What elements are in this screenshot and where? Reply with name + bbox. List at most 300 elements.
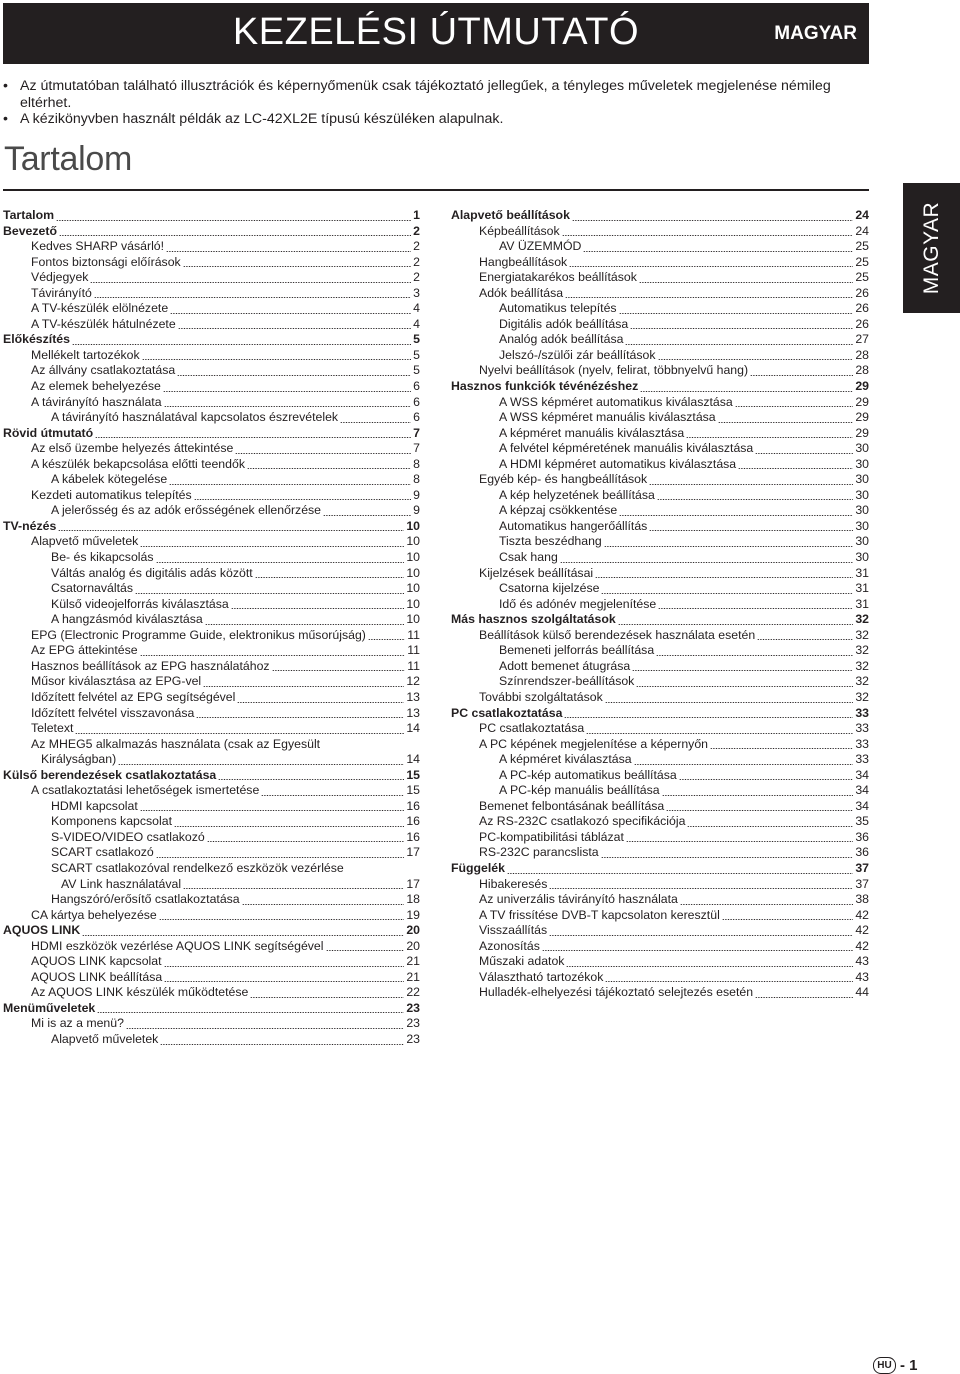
toc-dot-leader xyxy=(618,624,853,625)
toc-dot-leader xyxy=(649,484,853,485)
toc-entry xyxy=(451,488,869,504)
toc-page-number: 2 xyxy=(413,239,420,254)
toc-entry xyxy=(3,799,420,815)
toc-dot-leader xyxy=(569,266,853,267)
toc-entry xyxy=(3,845,420,861)
toc-page-number: 11 xyxy=(407,658,420,673)
toc-entry-title: Rövid útmutató xyxy=(3,425,94,440)
toc-entry-title: Beállítások külső berendezések használata esetén xyxy=(479,627,756,642)
toc-dot-leader xyxy=(194,499,411,500)
toc-dot-leader xyxy=(656,655,853,656)
toc-entry-title: Komponens kapcsolat xyxy=(51,814,172,829)
toc-entry-title: A jelerősség és az adók erősségének ellenőrzése xyxy=(51,503,322,518)
toc-entry xyxy=(451,923,869,939)
toc-entry xyxy=(451,503,869,519)
toc-dot-leader xyxy=(95,437,411,438)
toc-page-number: 14 xyxy=(406,752,420,767)
toc-entry-title: Fontos biztonsági előírások xyxy=(31,254,181,269)
toc-page-number: 3 xyxy=(413,285,420,300)
toc-page-number: 30 xyxy=(855,441,869,456)
toc-entry-title: Képbeállítások xyxy=(479,223,560,238)
toc-dot-leader xyxy=(170,313,411,314)
toc-page-number: 38 xyxy=(855,892,869,907)
toc-entry-title: A készülék bekapcsolása előtti teendők xyxy=(31,456,245,471)
toc-entry xyxy=(3,939,420,955)
toc-page-number: 25 xyxy=(855,239,869,254)
toc-dot-leader xyxy=(218,779,404,780)
toc-entry-title: Az EPG áttekintése xyxy=(31,643,138,658)
toc-dot-leader xyxy=(718,422,853,423)
toc-dot-leader xyxy=(738,468,853,469)
bullet-icon: • xyxy=(3,78,8,94)
toc-dot-leader xyxy=(261,795,404,796)
toc-page-number: 14 xyxy=(406,721,420,736)
toc-page-number: 8 xyxy=(413,472,420,487)
toc-entry-title: Függelék xyxy=(451,860,505,875)
toc-dot-leader xyxy=(163,391,411,392)
toc-entry-title: Teletext xyxy=(31,721,74,736)
toc-entry xyxy=(451,783,869,799)
toc-entry-title: EPG (Electronic Programme Guide, elektronikus műsorújság) xyxy=(31,627,366,642)
toc-dot-leader xyxy=(164,966,404,967)
toc-entry-title: Adók beállítása xyxy=(479,285,564,300)
toc-entry xyxy=(3,379,420,395)
toc-page-number: 7 xyxy=(413,425,420,440)
toc-dot-leader xyxy=(549,935,853,936)
toc-page-number: 26 xyxy=(855,301,869,316)
toc-entry-title: A távirányító használata xyxy=(31,394,162,409)
toc-page-number: 21 xyxy=(406,969,420,984)
toc-dot-leader xyxy=(94,297,411,298)
toc-entry xyxy=(3,581,420,597)
toc-dot-leader xyxy=(632,670,853,671)
toc-entry-title: SCART csatlakozó xyxy=(51,845,154,860)
toc-dot-leader xyxy=(572,220,853,221)
toc-page-number: 32 xyxy=(855,627,869,642)
toc-entry-title: A TV-készülék hátulnézete xyxy=(31,316,176,331)
toc-page-number: 30 xyxy=(855,503,869,518)
toc-entry-title: Azonosítás xyxy=(479,938,540,953)
toc-entry xyxy=(3,317,420,333)
toc-entry-title: Visszaállítás xyxy=(479,923,548,938)
toc-entry xyxy=(3,985,420,1001)
toc-entry-title: A kábelek kötegelése xyxy=(51,472,168,487)
toc-dot-leader xyxy=(237,702,404,703)
toc-dot-leader xyxy=(250,997,404,998)
toc-entry-title: Kezdeti automatikus telepítés xyxy=(31,487,192,502)
toc-entry xyxy=(451,317,869,333)
toc-page-number: 17 xyxy=(406,845,420,860)
toc-entry xyxy=(3,488,420,504)
toc-entry-title: Az állvány csatlakoztatása xyxy=(31,363,176,378)
toc-dot-leader xyxy=(680,904,853,905)
toc-dot-leader xyxy=(90,282,411,283)
toc-entry-title: Hangbeállítások xyxy=(479,254,568,269)
note-item xyxy=(3,78,863,111)
toc-entry-title: A felvétel képméretének manuális kiválasztása xyxy=(499,441,754,456)
toc-entry-title: A PC képének megjelenítése a képernyőn xyxy=(479,736,709,751)
toc-entry xyxy=(451,441,869,457)
toc-dot-leader xyxy=(75,733,404,734)
toc-entry-title: Mellékelt tartozékok xyxy=(31,347,140,362)
toc-dot-leader xyxy=(160,1044,404,1045)
toc-entry xyxy=(3,814,420,830)
toc-entry xyxy=(451,814,869,830)
toc-entry xyxy=(451,939,869,955)
toc-entry xyxy=(3,643,420,659)
toc-entry xyxy=(3,301,420,317)
toc-entry xyxy=(451,954,869,970)
toc-dot-leader xyxy=(625,344,853,345)
toc-entry-title: Az RS-232C csatlakozó specifikációja xyxy=(479,814,686,829)
toc-page-number: 29 xyxy=(855,425,869,440)
toc-entry xyxy=(451,892,869,908)
toc-dot-leader xyxy=(255,577,404,578)
toc-dot-leader xyxy=(205,624,404,625)
toc-page-number: 24 xyxy=(855,223,869,238)
toc-page-number: 32 xyxy=(855,643,869,658)
toc-entry xyxy=(3,224,420,240)
toc-dot-leader xyxy=(605,981,853,982)
toc-entry-title: Idő és adónév megjelenítése xyxy=(499,596,657,611)
toc-entry xyxy=(3,752,420,768)
toc-page-number: 15 xyxy=(406,783,420,798)
toc-page-number: 5 xyxy=(413,332,420,347)
toc-entry-title: Be- és kikapcsolás xyxy=(51,550,154,565)
toc-entry-title: Színrendszer-beállítások xyxy=(499,674,635,689)
toc-entry xyxy=(451,612,869,628)
toc-page-number: 8 xyxy=(413,456,420,471)
toc-entry xyxy=(451,861,869,877)
toc-entry xyxy=(3,768,420,784)
toc-entry xyxy=(451,721,869,737)
toc-entry xyxy=(3,426,420,442)
toc-entry xyxy=(451,410,869,426)
toc-page-number: 2 xyxy=(413,223,420,238)
toc-entry-title: Analóg adók beállítása xyxy=(499,332,624,347)
toc-entry xyxy=(3,457,420,473)
toc-page-number: 33 xyxy=(855,721,869,736)
toc-entry-title: A hangzásmód kiválasztása xyxy=(51,612,203,627)
toc-entry xyxy=(3,348,420,364)
toc-entry-title: AQUOS LINK kapcsolat xyxy=(31,954,162,969)
toc-dot-leader xyxy=(368,639,405,640)
toc-dot-leader xyxy=(242,904,404,905)
toc-entry-title: A PC-kép automatikus beállítása xyxy=(499,767,677,782)
toc-page-number: 27 xyxy=(855,332,869,347)
toc-dot-leader xyxy=(583,251,853,252)
toc-entry-title: A képméret manuális kiválasztása xyxy=(499,425,685,440)
toc-entry-title: Kedves SHARP vásárló! xyxy=(31,239,165,254)
toc-dot-leader xyxy=(562,235,853,236)
toc-dot-leader xyxy=(757,639,853,640)
toc-right-column xyxy=(451,208,869,1001)
toc-dot-leader xyxy=(604,546,853,547)
toc-page-number: 36 xyxy=(855,829,869,844)
toc-entry-title: Hasznos beállítások az EPG használatához xyxy=(31,658,270,673)
toc-entry xyxy=(451,799,869,815)
toc-entry xyxy=(3,861,420,877)
toc-entry-title: Időzített felvétel az EPG segítségével xyxy=(31,689,236,704)
toc-dot-leader xyxy=(735,406,853,407)
toc-page-number: 20 xyxy=(406,923,420,938)
toc-entry-title: AQUOS LINK xyxy=(3,923,81,938)
toc-entry xyxy=(3,286,420,302)
toc-dot-leader xyxy=(247,468,411,469)
toc-entry-title: CA kártya behelyezése xyxy=(31,907,157,922)
toc-entry xyxy=(3,706,420,722)
toc-page-number: 23 xyxy=(406,1016,420,1031)
toc-page-number: 33 xyxy=(855,736,869,751)
toc-page-number: 6 xyxy=(413,410,420,425)
toc-entry-title: A TV frissítése DVB-T kapcsolaton keresztül xyxy=(479,907,720,922)
toc-page-number: 42 xyxy=(855,907,869,922)
toc-page-number: 18 xyxy=(406,892,420,907)
toc-page-number: 33 xyxy=(855,705,869,720)
toc-dot-leader xyxy=(565,297,853,298)
toc-dot-leader xyxy=(135,593,404,594)
toc-page-number: 29 xyxy=(855,410,869,425)
toc-dot-leader xyxy=(183,888,404,889)
toc-page-number: 34 xyxy=(855,767,869,782)
toc-entry-title: Alapvető beállítások xyxy=(451,208,570,222)
toc-page-number: 4 xyxy=(413,316,420,331)
toc-dot-leader xyxy=(710,748,853,749)
toc-dot-leader xyxy=(164,406,411,407)
toc-page-number: 10 xyxy=(406,550,420,565)
toc-dot-leader xyxy=(177,375,411,376)
toc-page-number: 26 xyxy=(855,316,869,331)
toc-entry-title: A képméret kiválasztása xyxy=(499,752,632,767)
toc-page-number: 30 xyxy=(855,534,869,549)
toc-entry xyxy=(451,908,869,924)
toc-entry-title: Egyéb kép- és hangbeállítások xyxy=(479,472,648,487)
toc-entry xyxy=(3,208,420,224)
toc-dot-leader xyxy=(97,1012,404,1013)
toc-entry xyxy=(3,363,420,379)
toc-dot-leader xyxy=(566,966,853,967)
toc-page-number: 10 xyxy=(406,565,420,580)
toc-dot-leader xyxy=(755,997,853,998)
toc-entry-title: Külső videojelforrás kiválasztása xyxy=(51,596,229,611)
toc-page-number: 20 xyxy=(406,938,420,953)
toc-entry xyxy=(451,395,869,411)
toc-dot-leader xyxy=(619,515,853,516)
toc-page-number: 43 xyxy=(855,969,869,984)
toc-page-number: 32 xyxy=(855,689,869,704)
toc-entry xyxy=(451,379,869,395)
toc-page-number: 23 xyxy=(406,1031,420,1046)
toc-dot-leader xyxy=(140,655,405,656)
toc-entry-title: Az első üzembe helyezés áttekintése xyxy=(31,441,234,456)
toc-dot-leader xyxy=(658,359,853,360)
toc-dot-leader xyxy=(662,795,853,796)
toc-page-number: 33 xyxy=(855,752,869,767)
toc-entry xyxy=(3,783,420,799)
toc-entry-title: S-VIDEO/VIDEO csatlakozó xyxy=(51,829,205,844)
toc-page-number: 17 xyxy=(406,876,420,891)
toc-entry-title: AV Link használatával xyxy=(61,876,182,891)
toc-entry-title: Bemenet felbontásának beállítása xyxy=(479,798,665,813)
toc-page-number: 11 xyxy=(407,627,420,642)
toc-dot-leader xyxy=(507,873,853,874)
toc-page-number: 1 xyxy=(413,208,420,222)
toc-entry xyxy=(451,566,869,582)
toc-entry xyxy=(3,690,420,706)
header-language-label: MAGYAR xyxy=(774,23,857,44)
toc-dot-leader xyxy=(658,608,853,609)
toc-entry xyxy=(451,550,869,566)
toc-entry-title: Adott bemenet átugrása xyxy=(499,658,631,673)
section-title: Tartalom xyxy=(4,140,132,178)
toc-dot-leader xyxy=(601,857,853,858)
toc-entry-title: Védjegyek xyxy=(31,270,89,285)
toc-entry xyxy=(3,270,420,286)
toc-page-number: 31 xyxy=(855,581,869,596)
toc-page-number: 25 xyxy=(855,270,869,285)
toc-page-number: 13 xyxy=(406,689,420,704)
toc-dot-leader xyxy=(142,359,411,360)
toc-dot-leader xyxy=(231,608,404,609)
toc-entry-title: A TV-készülék elölnézete xyxy=(31,301,169,316)
toc-entry xyxy=(3,954,420,970)
toc-dot-leader xyxy=(640,391,853,392)
toc-dot-leader xyxy=(272,670,405,671)
toc-entry xyxy=(451,286,869,302)
toc-entry-title: A WSS képméret manuális kiválasztása xyxy=(499,410,716,425)
toc-page-number: 30 xyxy=(855,518,869,533)
toc-entry xyxy=(3,908,420,924)
toc-dot-leader xyxy=(166,251,411,252)
note-text: Az útmutatóban található illusztrációk és képernyőmenük csak tájékoztató jellegűek, a tényleges műveletek megjelenése némileg eltérhet. xyxy=(20,78,831,111)
toc-page-number: 10 xyxy=(406,612,420,627)
toc-entry-title: PC csatlakoztatása xyxy=(479,721,585,736)
toc-dot-leader xyxy=(178,328,411,329)
toc-entry-title: Energiatakarékos beállítások xyxy=(479,270,637,285)
toc-entry xyxy=(451,239,869,255)
toc-entry-title: Távirányító xyxy=(31,285,92,300)
toc-entry-title: RS-232C parancslista xyxy=(479,845,599,860)
toc-entry xyxy=(451,752,869,768)
toc-dot-leader xyxy=(340,422,411,423)
toc-entry xyxy=(451,519,869,535)
toc-dot-leader xyxy=(164,981,404,982)
toc-entry-title: Előkészítés xyxy=(3,332,70,347)
toc-dot-leader xyxy=(156,562,404,563)
toc-page-number: 44 xyxy=(855,985,869,1000)
toc-entry-title: Bevezető xyxy=(3,223,57,238)
toc-dot-leader xyxy=(203,686,404,687)
toc-page-number: 5 xyxy=(413,363,420,378)
toc-dot-leader xyxy=(58,530,404,531)
toc-dot-leader xyxy=(679,779,853,780)
toc-dot-leader xyxy=(169,484,411,485)
toc-entry xyxy=(3,923,420,939)
toc-page-number: 37 xyxy=(855,860,869,875)
toc-entry-title: Nyelvi beállítások (nyelv, felirat, többnyelvű hang) xyxy=(479,363,749,378)
toc-entry xyxy=(3,597,420,613)
toc-entry xyxy=(3,892,420,908)
toc-entry xyxy=(3,737,420,753)
toc-entry-title: A képzaj csökkentése xyxy=(499,503,618,518)
toc-entry xyxy=(3,332,420,348)
toc-dot-leader xyxy=(639,282,853,283)
toc-entry xyxy=(3,970,420,986)
toc-dot-leader xyxy=(750,375,853,376)
toc-page-number: 9 xyxy=(413,487,420,502)
toc-page-number: 2 xyxy=(413,270,420,285)
toc-entry xyxy=(451,830,869,846)
toc-entry-title: Csatorna kijelzése xyxy=(499,581,600,596)
toc-page-number: 34 xyxy=(855,783,869,798)
toc-entry-title: Alapvető műveletek xyxy=(51,1031,159,1046)
toc-entry-title: Királyságban) xyxy=(41,752,117,767)
toc-dot-leader xyxy=(564,717,853,718)
toc-dot-leader xyxy=(549,888,853,889)
toc-dot-leader xyxy=(636,686,853,687)
toc-dot-leader xyxy=(235,453,411,454)
toc-dot-leader xyxy=(601,593,853,594)
toc-dot-leader xyxy=(56,220,411,221)
toc-entry xyxy=(451,690,869,706)
toc-dot-leader xyxy=(686,437,853,438)
toc-entry xyxy=(3,628,420,644)
toc-page-number: 10 xyxy=(406,534,420,549)
toc-entry xyxy=(3,612,420,628)
document-title: KEZELÉSI ÚTMUTATÓ xyxy=(232,11,640,53)
toc-entry-title: Hasznos funkciók tévénézéshez xyxy=(451,379,639,394)
toc-page-number: 16 xyxy=(406,814,420,829)
toc-page-number: 30 xyxy=(855,550,869,565)
toc-dot-leader xyxy=(118,764,404,765)
toc-dot-leader xyxy=(626,841,853,842)
toc-dot-leader xyxy=(207,841,404,842)
toc-entry-title: HDMI eszközök vezérlése AQUOS LINK segítségével xyxy=(31,938,324,953)
toc-page-number: 10 xyxy=(406,518,420,533)
toc-entry xyxy=(3,534,420,550)
toc-page-number: 32 xyxy=(855,612,869,627)
toc-entry xyxy=(3,550,420,566)
toc-entry xyxy=(451,457,869,473)
toc-page-number: 30 xyxy=(855,456,869,471)
toc-entry xyxy=(3,441,420,457)
toc-page-number: 34 xyxy=(855,798,869,813)
toc-entry xyxy=(451,845,869,861)
toc-page-number: 31 xyxy=(855,596,869,611)
toc-entry xyxy=(3,503,420,519)
toc-dot-leader xyxy=(140,810,404,811)
toc-dot-leader xyxy=(634,764,853,765)
toc-entry-title: Műsor kiválasztása az EPG-vel xyxy=(31,674,202,689)
toc-entry-title: A kép helyzetének beállítása xyxy=(499,487,655,502)
toc-entry xyxy=(3,830,420,846)
toc-page-number: 15 xyxy=(406,767,420,782)
toc-page-number: 10 xyxy=(406,596,420,611)
toc-entry-title: Mi is az a menü? xyxy=(31,1016,124,1031)
toc-page-number: 30 xyxy=(855,472,869,487)
toc-entry-title: Más hasznos szolgáltatások xyxy=(451,612,616,627)
toc-entry xyxy=(451,581,869,597)
toc-dot-leader xyxy=(666,810,853,811)
toc-dot-leader xyxy=(630,328,853,329)
toc-page-number: 32 xyxy=(855,658,869,673)
toc-dot-leader xyxy=(755,453,853,454)
toc-page-number: 29 xyxy=(855,394,869,409)
toc-entry-title: Bemeneti jelforrás beállítása xyxy=(499,643,655,658)
toc-dot-leader xyxy=(326,950,404,951)
toc-entry-title: A PC-kép manuális beállítása xyxy=(499,783,660,798)
toc-entry-title: Választható tartozékok xyxy=(479,969,604,984)
